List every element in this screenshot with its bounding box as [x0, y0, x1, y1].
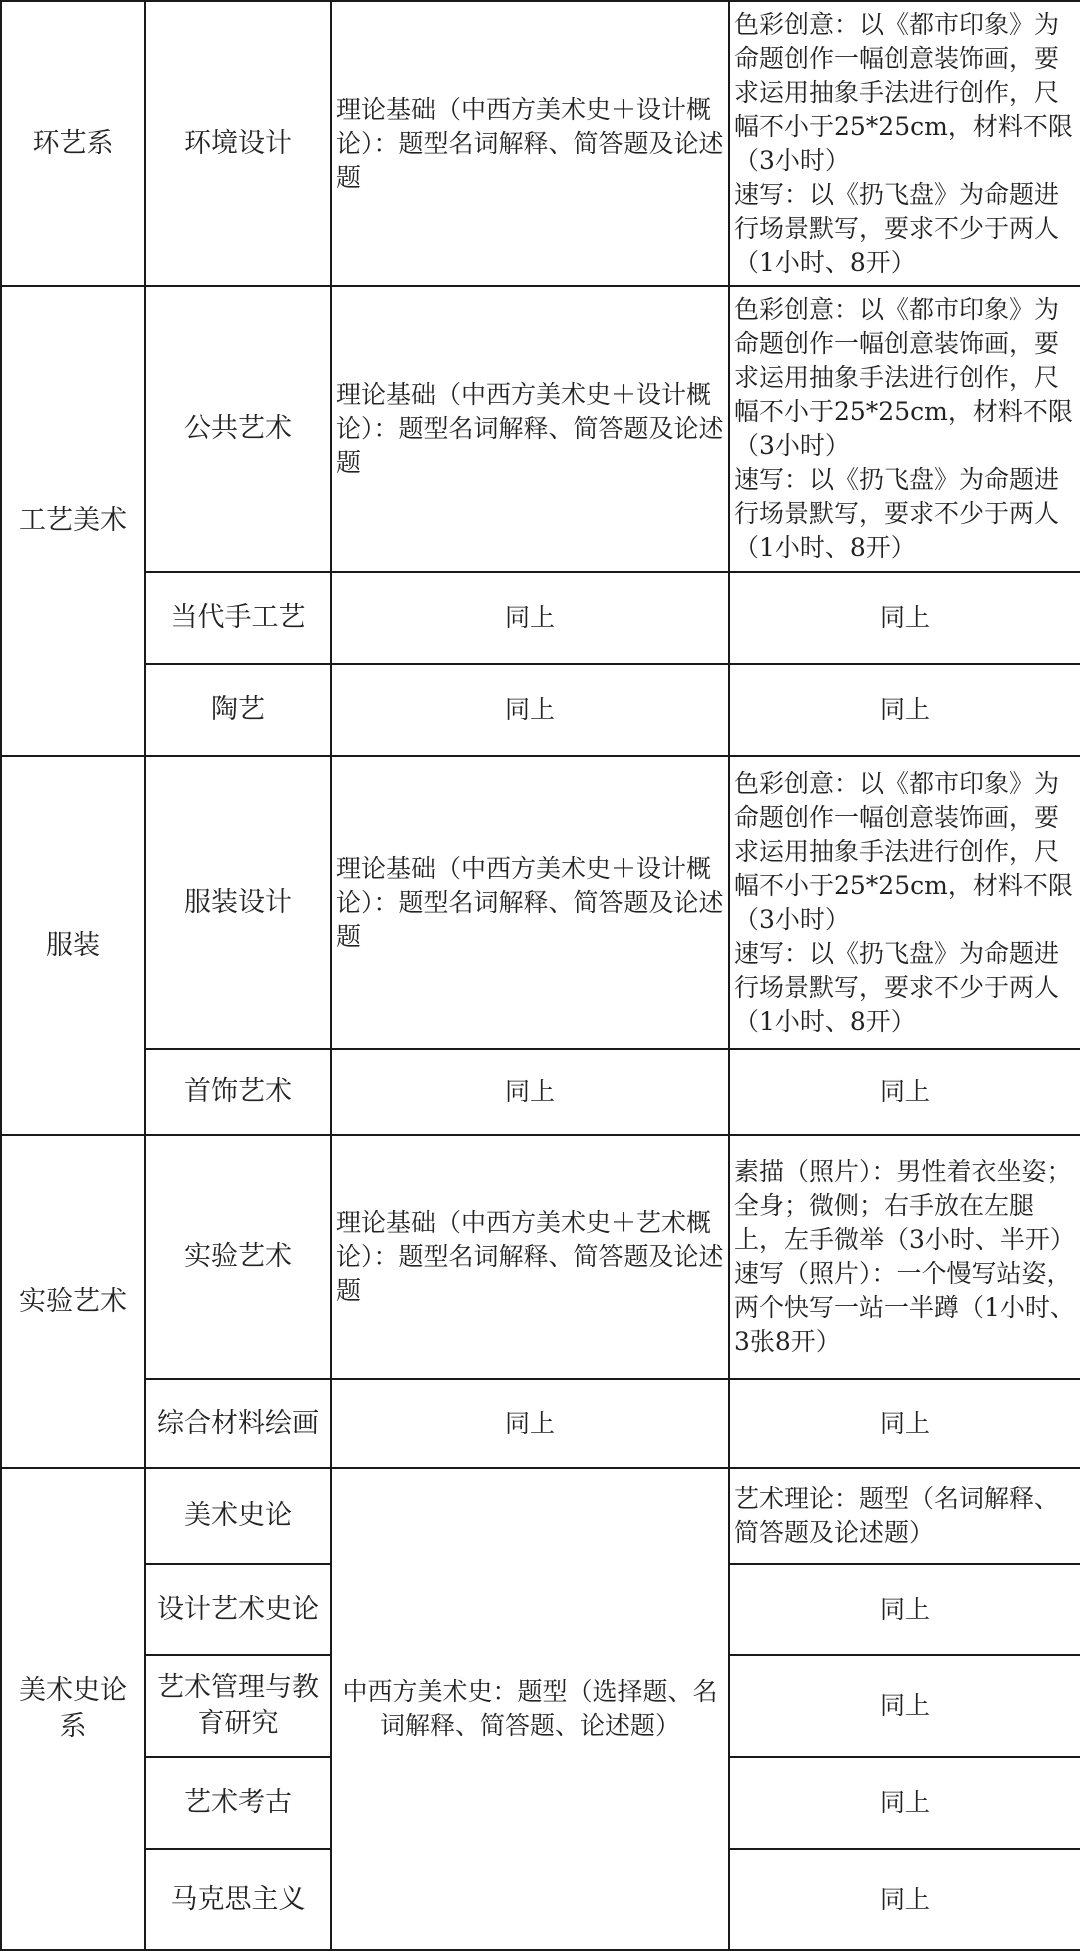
theory-exam-cell: 理论基础（中西方美术史＋设计概论）：题型名词解释、简答题及论述题 — [331, 756, 729, 1049]
table-row — [1, 1135, 1080, 1379]
table-row — [1, 572, 1080, 664]
major-cell: 公共艺术 — [145, 286, 331, 572]
practice-exam-cell: 同上 — [729, 664, 1080, 756]
major-cell: 陶艺 — [145, 664, 331, 756]
practice-exam-cell: 同上 — [729, 1049, 1080, 1135]
practice-exam-cell: 同上 — [729, 1655, 1080, 1757]
major-cell: 综合材料绘画 — [145, 1379, 331, 1468]
practice-exam-cell: 色彩创意：以《都市印象》为命题创作一幅创意装饰画，要求运用抽象手法进行创作，尺幅不小于25*25cm，材料不限（3小时） 速写：以《扔飞盘》为命题进行场景默写，要求不少于两人（1小时、8开） — [729, 1, 1080, 286]
practice-exam-cell: 素描（照片）：男性着衣坐姿；全身；微侧；右手放在左腿上，左手微举（3小时、半开） 速写（照片）：一个慢写站姿，两个快写一站一半蹲（1小时、3张8开） — [729, 1135, 1080, 1379]
major-cell: 设计艺术史论 — [145, 1564, 331, 1655]
major-cell: 实验艺术 — [145, 1135, 331, 1379]
major-cell: 艺术考古 — [145, 1757, 331, 1849]
practice-exam-cell: 同上 — [729, 1757, 1080, 1849]
practice-exam-cell: 艺术理论：题型（名词解释、简答题及论述题） — [729, 1468, 1080, 1564]
practice-exam-cell: 同上 — [729, 1379, 1080, 1468]
theory-exam-cell: 同上 — [331, 572, 729, 664]
theory-exam-cell: 中西方美术史：题型（选择题、名词解释、简答题、论述题） — [331, 1468, 729, 1950]
theory-exam-cell: 理论基础（中西方美术史＋设计概论）：题型名词解释、简答题及论述题 — [331, 286, 729, 572]
dept-cell: 实验艺术 — [1, 1135, 145, 1468]
theory-exam-cell: 理论基础（中西方美术史＋设计概论）：题型名词解释、简答题及论述题 — [331, 1, 729, 286]
theory-exam-cell: 同上 — [331, 664, 729, 756]
table-row — [1, 1379, 1080, 1468]
dept-cell: 环艺系 — [1, 1, 145, 286]
table-row — [1, 1049, 1080, 1135]
practice-exam-cell: 色彩创意：以《都市印象》为命题创作一幅创意装饰画，要求运用抽象手法进行创作，尺幅不小于25*25cm，材料不限（3小时） 速写：以《扔飞盘》为命题进行场景默写，要求不少于两人（1小时、8开） — [729, 286, 1080, 572]
table-row — [1, 756, 1080, 1049]
major-cell: 艺术管理与教育研究 — [145, 1655, 331, 1757]
practice-exam-cell: 色彩创意：以《都市印象》为命题创作一幅创意装饰画，要求运用抽象手法进行创作，尺幅不小于25*25cm，材料不限（3小时） 速写：以《扔飞盘》为命题进行场景默写，要求不少于两人（1小时、8开） — [729, 756, 1080, 1049]
table-row — [1, 1468, 1080, 1564]
dept-cell: 工艺美术 — [1, 286, 145, 756]
major-cell: 首饰艺术 — [145, 1049, 331, 1135]
table-row — [1, 1, 1080, 286]
practice-exam-cell: 同上 — [729, 1849, 1080, 1950]
table-row — [1, 286, 1080, 572]
table-row — [1, 664, 1080, 756]
major-cell: 服装设计 — [145, 756, 331, 1049]
practice-exam-cell: 同上 — [729, 1564, 1080, 1655]
major-cell: 美术史论 — [145, 1468, 331, 1564]
practice-exam-cell: 同上 — [729, 572, 1080, 664]
theory-exam-cell: 理论基础（中西方美术史＋艺术概论）：题型名词解释、简答题及论述题 — [331, 1135, 729, 1379]
major-cell: 环境设计 — [145, 1, 331, 286]
major-cell: 马克思主义 — [145, 1849, 331, 1950]
major-cell: 当代手工艺 — [145, 572, 331, 664]
dept-cell: 服装 — [1, 756, 145, 1135]
dept-cell: 美术史论系 — [1, 1468, 145, 1950]
theory-exam-cell: 同上 — [331, 1379, 729, 1468]
theory-exam-cell: 同上 — [331, 1049, 729, 1135]
